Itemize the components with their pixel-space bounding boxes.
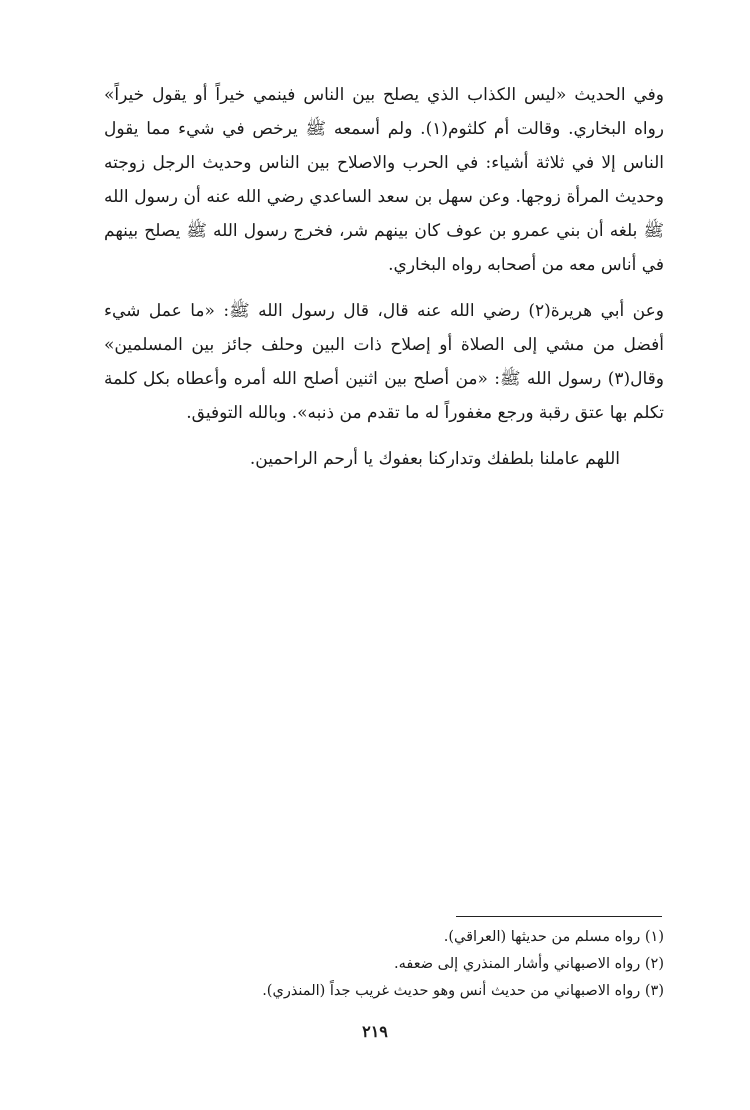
main-text	[104, 78, 664, 476]
footnote-2: (٢) رواه الاصبهاني وأشار المنذري إلى ضعفه.	[394, 956, 664, 972]
page-number: ٢١٩	[362, 1022, 388, 1041]
paragraph-1: وفي الحديث «ليس الكذاب الذي يصلح بين الناس فينمي خيراً أو يقول خيراً» رواه البخاري. وقالت أم كلثوم(١). ولم أسمعه ﷺ يرخص في شيء مما يقول الناس إلا في ثلاثة أشياء: في الحرب والاصلاح بين الناس وحديث الرجل زوجته وحديث المرأة زوجها. وعن سهل بن سعد الساعدي رضي الله عنه أن رسول الله ﷺ بلغه أن بني عمرو بن عوف كان بينهم شر، فخرج رسول الله ﷺ يصلح بينهم في أناس معه من أصحابه رواه البخاري.	[104, 85, 664, 275]
footnotes	[104, 924, 664, 1005]
footnote-3: (٣) رواه الاصبهاني من حديث أنس وهو حديث غريب جداً (المنذري).	[262, 983, 664, 999]
paragraph-2: وعن أبي هريرة(٢) رضي الله عنه قال، قال رسول الله ﷺ: «ما عمل شيء أفضل من مشي إلى الصلاة أو إصلاح ذات البين وحلف جائز بين المسلمين» وقال(٣) رسول الله ﷺ: «من أصلح بين اثنين أصلح الله أمره وأعطاه بكل كلمة تكلم بها عتق رقبة ورجع مغفوراً له ما تقدم من ذنبه». وبالله التوفيق.	[104, 301, 664, 423]
footnote-divider	[456, 916, 662, 917]
footnote-1: (١) رواه مسلم من حديثها (العراقي).	[443, 929, 664, 945]
paragraph-3: اللهم عاملنا بلطفك وتداركنا بعفوك يا أرحم الراحمين.	[249, 449, 620, 469]
